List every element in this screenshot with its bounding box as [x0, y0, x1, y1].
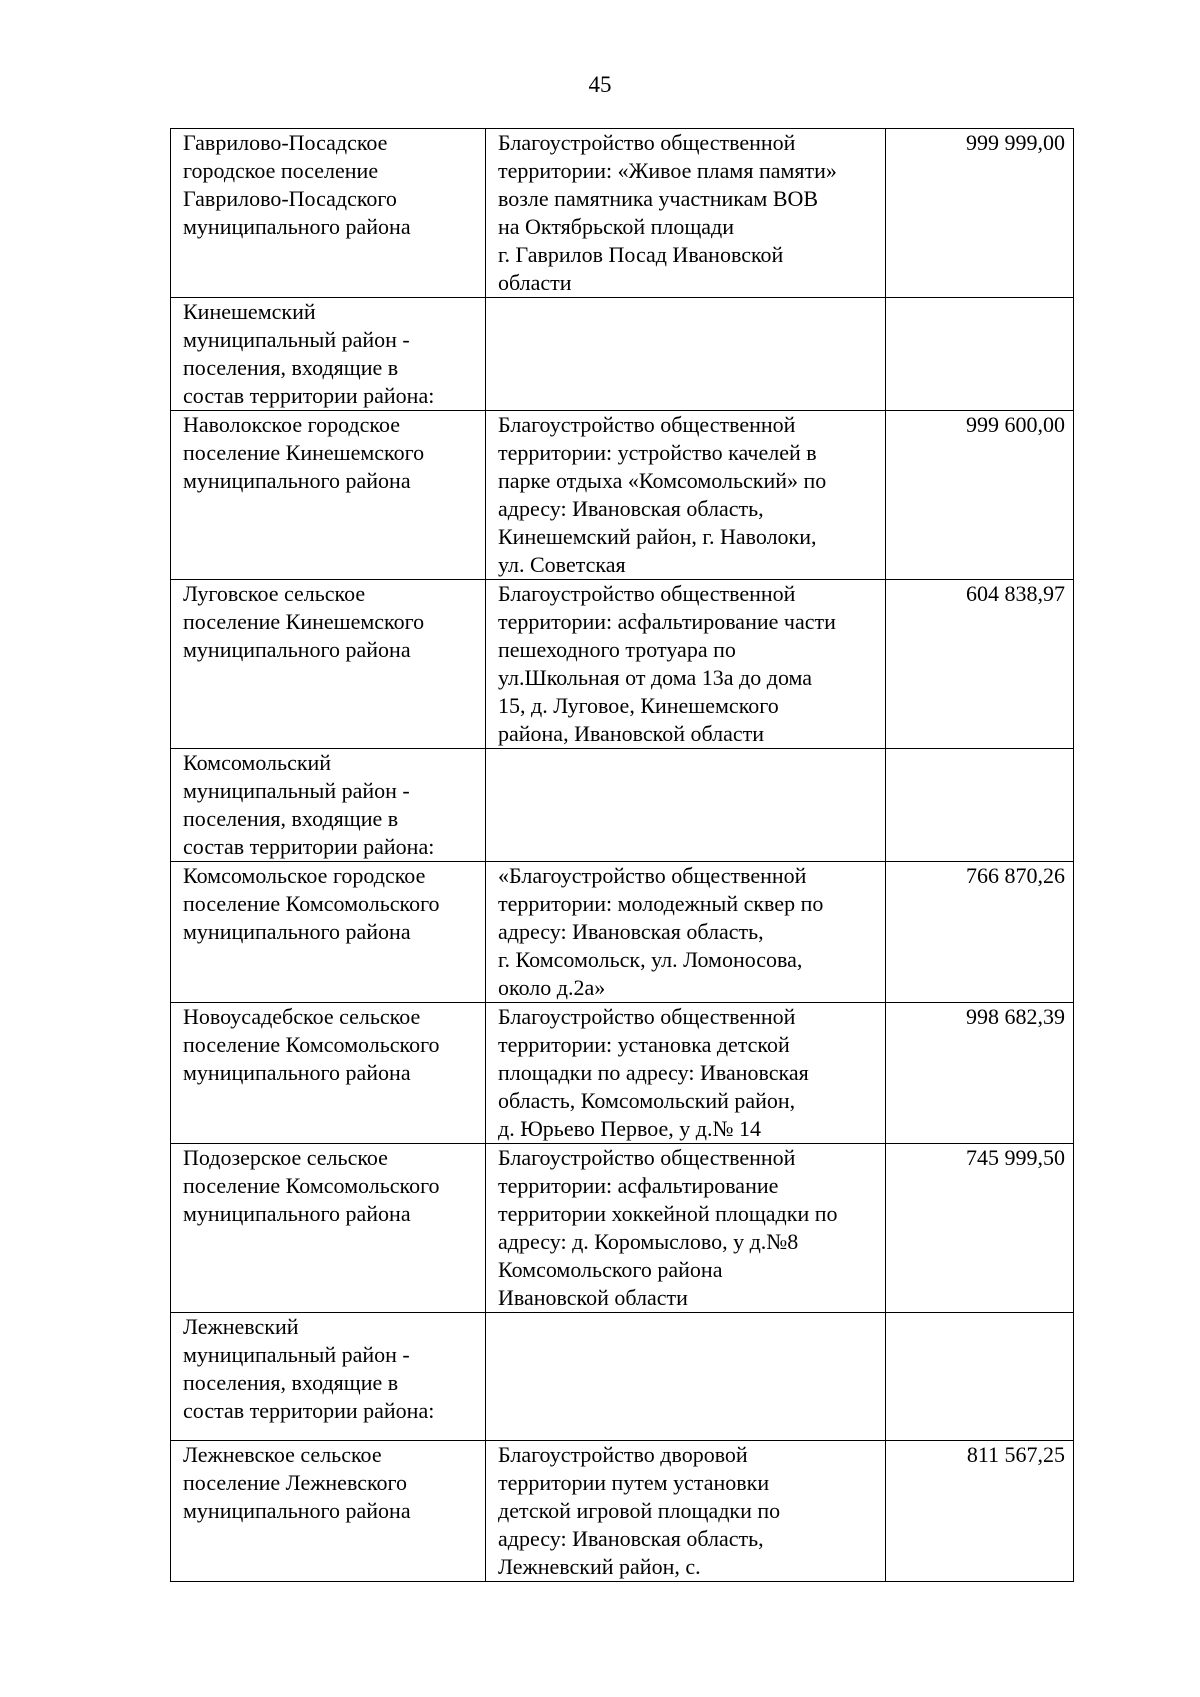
project-cell: [486, 1003, 886, 1144]
municipality-cell: [171, 411, 486, 580]
funding-table: [170, 128, 1074, 1582]
project-text: Благоустройство общественной территории: установка детской площадки по адресу: Ивановская область, Комсомольский район, д. Юрьево Первое, у д.№ 14: [498, 1004, 809, 1141]
amount-text: 745 999,50: [966, 1145, 1065, 1170]
table-row: [171, 1003, 1074, 1144]
municipality-text: Кинешемский муниципальный район - поселения, входящие в состав территории района:: [183, 299, 435, 408]
project-text: Благоустройство общественной территории: асфальтирование территории хоккейной площадки по адресу: д. Коромыслово, у д.№8 Комсомольского района Ивановской области: [498, 1145, 838, 1310]
municipality-text: Лежневское сельское поселение Лежневского муниципального района: [183, 1442, 411, 1523]
municipality-cell: [171, 1144, 486, 1313]
municipality-text: Новоусадебское сельское поселение Комсомольского муниципального района: [183, 1004, 440, 1085]
amount-cell: [886, 129, 1074, 298]
project-text: Благоустройство дворовой территории путем установки детской игровой площадки по адресу: Ивановская область, Лежневский район, с.: [498, 1442, 781, 1579]
project-text: Благоустройство общественной территории: «Живое пламя памяти» возле памятника участникам ВОВ на Октябрьской площади г. Гаврилов Посад Ивановской области: [498, 130, 837, 295]
amount-cell: [886, 298, 1074, 411]
amount-text: 998 682,39: [966, 1004, 1065, 1029]
project-text: Благоустройство общественной территории: асфальтирование части пешеходного тротуара по ул.Школьная от дома 13а до дома 15, д. Луговое, Кинешемского района, Ивановской области: [498, 581, 836, 746]
municipality-text: Наволокское городское поселение Кинешемского муниципального района: [183, 412, 425, 493]
project-text: Благоустройство общественной территории: устройство качелей в парке отдыха «Комсомольский» по адресу: Ивановская область, Кинешемский район, г. Наволоки, ул. Советская: [498, 412, 827, 577]
amount-cell: [886, 580, 1074, 749]
table-row: [171, 1441, 1074, 1582]
municipality-cell: [171, 129, 486, 298]
project-cell: [486, 1441, 886, 1582]
municipality-text: Комсомольский муниципальный район - поселения, входящие в состав территории района:: [183, 750, 435, 859]
project-text: «Благоустройство общественной территории: молодежный сквер по адресу: Ивановская область, г. Комсомольск, ул. Ломоносова, около д.2а»: [498, 863, 824, 1000]
municipality-cell: [171, 580, 486, 749]
amount-cell: [886, 411, 1074, 580]
amount-cell: [886, 1313, 1074, 1441]
project-cell: [486, 749, 886, 862]
project-cell: [486, 298, 886, 411]
project-cell: [486, 580, 886, 749]
municipality-cell: [171, 749, 486, 862]
project-cell: [486, 411, 886, 580]
municipality-cell: [171, 1003, 486, 1144]
municipality-cell: [171, 298, 486, 411]
table-row: [171, 129, 1074, 298]
municipality-text: Комсомольское городское поселение Комсомольского муниципального района: [183, 863, 440, 944]
project-cell: [486, 1313, 886, 1441]
municipality-text: Лежневский муниципальный район - поселения, входящие в состав территории района:: [183, 1314, 435, 1423]
page-number: 45: [588, 72, 612, 97]
amount-text: 766 870,26: [966, 863, 1065, 888]
table-row: [171, 862, 1074, 1003]
table-row: [171, 1144, 1074, 1313]
table-row: [171, 580, 1074, 749]
table-row: [171, 298, 1074, 411]
table-row: [171, 749, 1074, 862]
amount-text: 604 838,97: [966, 581, 1065, 606]
municipality-text: Луговское сельское поселение Кинешемского муниципального района: [183, 581, 425, 662]
municipality-cell: [171, 862, 486, 1003]
amount-cell: [886, 749, 1074, 862]
table-row: [171, 411, 1074, 580]
municipality-cell: [171, 1441, 486, 1582]
amount-cell: [886, 1003, 1074, 1144]
project-cell: [486, 862, 886, 1003]
amount-cell: [886, 1144, 1074, 1313]
amount-text: 811 567,25: [966, 1442, 1065, 1467]
amount-text: 999 600,00: [966, 412, 1065, 437]
municipality-text: Гаврилово-Посадское городское поселение Гаврилово-Посадского муниципального района: [183, 130, 411, 239]
project-cell: [486, 129, 886, 298]
municipality-cell: [171, 1313, 486, 1441]
amount-text: 999 999,00: [966, 130, 1065, 155]
municipality-text: Подозерское сельское поселение Комсомольского муниципального района: [183, 1145, 440, 1226]
amount-cell: [886, 862, 1074, 1003]
amount-cell: [886, 1441, 1074, 1582]
table-row: [171, 1313, 1074, 1441]
project-cell: [486, 1144, 886, 1313]
